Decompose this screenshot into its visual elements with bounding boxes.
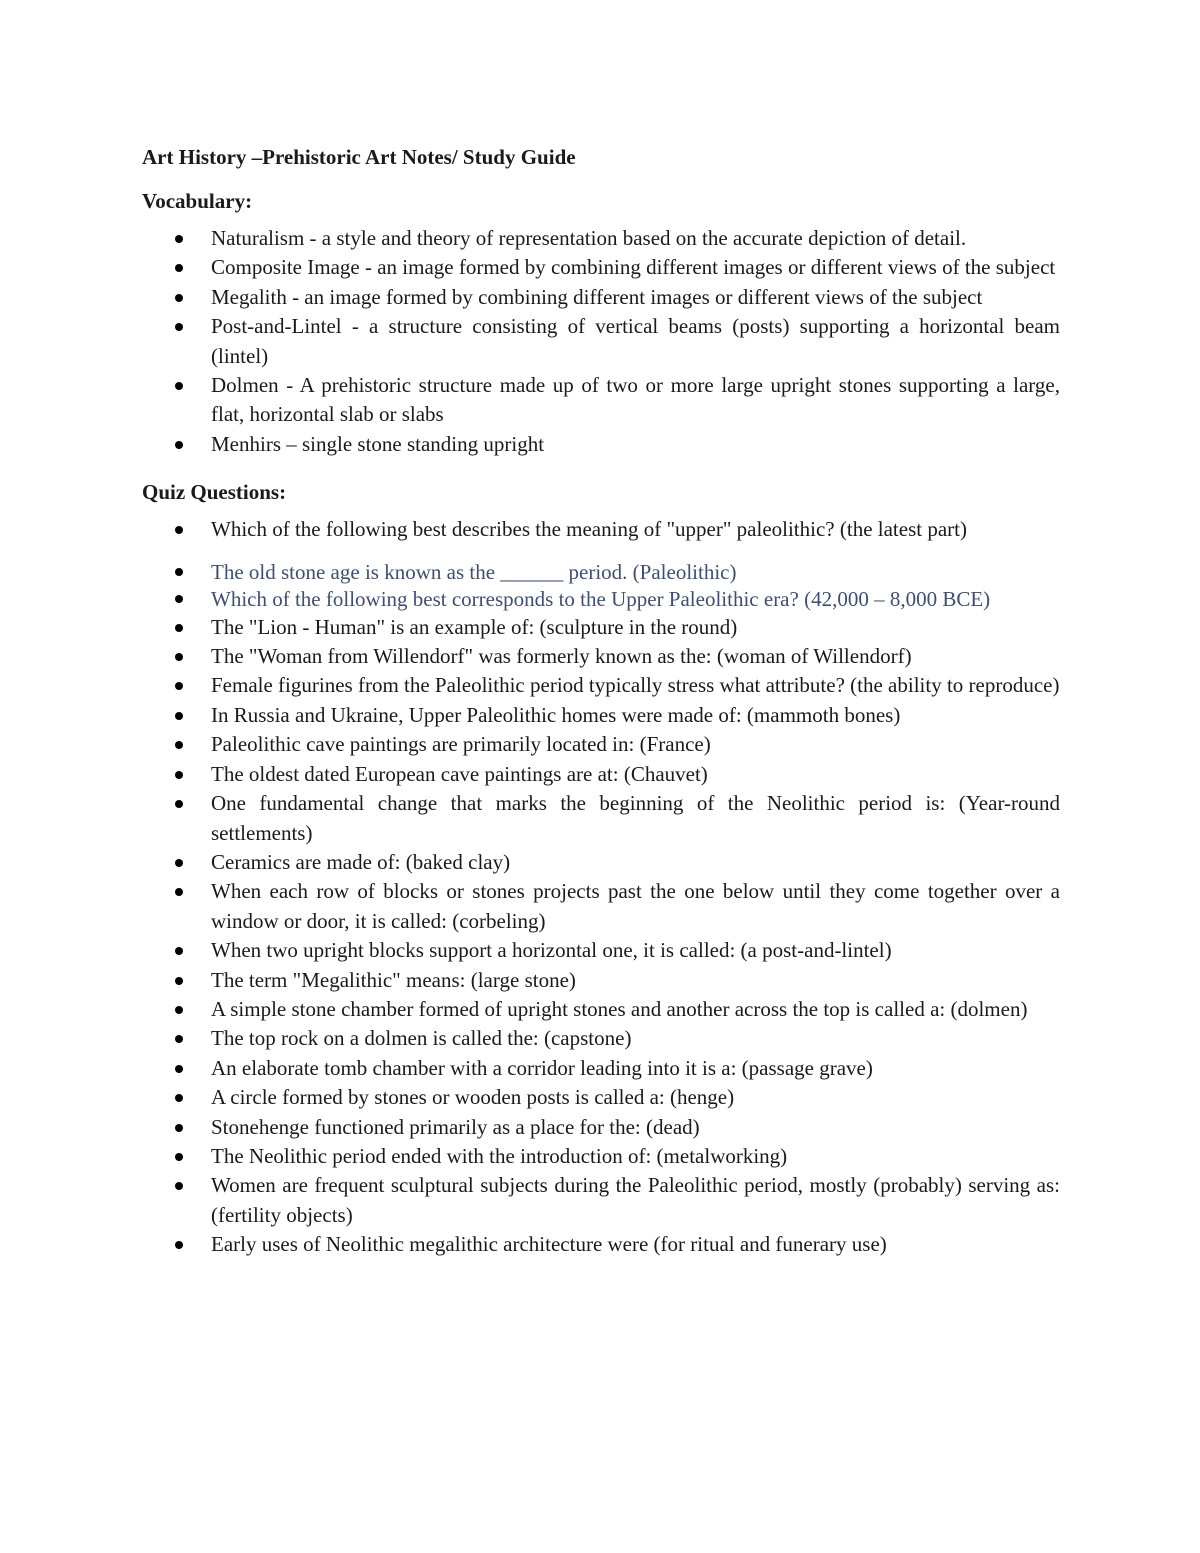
quiz-item xyxy=(142,559,1060,586)
bullet-icon xyxy=(175,741,183,749)
quiz-item xyxy=(142,1083,1060,1112)
quiz-item xyxy=(142,701,1060,730)
quiz-item-text: When each row of blocks or stones projects past the one below until they come together over a window or door, it is called: (corbeling) xyxy=(211,879,1060,933)
quiz-item xyxy=(142,966,1060,995)
bullet-icon xyxy=(175,595,183,603)
quiz-item-text: Women are frequent sculptural subjects during the Paleolithic period, mostly (probably) serving as: (fertility objects) xyxy=(211,1173,1060,1227)
bullet-icon xyxy=(175,888,183,896)
vocabulary-item-text: Post-and-Lintel - a structure consisting of vertical beams (posts) supporting a horizontal beam (lintel) xyxy=(211,314,1060,368)
quiz-item xyxy=(142,936,1060,965)
quiz-item-text: Which of the following best corresponds to the Upper Paleolithic era? (42,000 – 8,000 BCE) xyxy=(211,586,991,611)
quiz-item-text: The top rock on a dolmen is called the: (capstone) xyxy=(211,1026,632,1051)
bullet-icon xyxy=(175,1065,183,1073)
bullet-icon xyxy=(175,771,183,779)
vocabulary-item xyxy=(142,224,1060,253)
quiz-item-text: One fundamental change that marks the beginning of the Neolithic period is: (Year-round settlements) xyxy=(211,791,1060,845)
quiz-item xyxy=(142,995,1060,1024)
bullet-icon xyxy=(175,1035,183,1043)
quiz-item-text: The Neolithic period ended with the introduction of: (metalworking) xyxy=(211,1143,788,1168)
quiz-item-text: In Russia and Ukraine, Upper Paleolithic homes were made of: (mammoth bones) xyxy=(211,702,901,727)
vocabulary-item-text: Naturalism - a style and theory of representation based on the accurate depiction of detail. xyxy=(211,226,967,250)
bullet-icon xyxy=(175,800,183,808)
bullet-icon xyxy=(175,1153,183,1161)
quiz-item-text: Which of the following best describes the meaning of "upper" paleolithic? (the latest part) xyxy=(211,517,967,542)
bullet-icon xyxy=(175,624,183,632)
bullet-icon xyxy=(175,1182,183,1190)
quiz-item xyxy=(142,1024,1060,1053)
quiz-item-text: The "Lion - Human" is an example of: (sculpture in the round) xyxy=(211,614,738,639)
vocabulary-item-text: Dolmen - A prehistoric structure made up of two or more large upright stones supporting a large, flat, horizontal slab or slabs xyxy=(211,373,1060,427)
quiz-item xyxy=(142,1113,1060,1142)
quiz-item xyxy=(142,877,1060,936)
quiz-item xyxy=(142,1171,1060,1230)
quiz-item xyxy=(142,789,1060,848)
bullet-icon xyxy=(175,323,183,331)
quiz-item xyxy=(142,642,1060,671)
vocabulary-item xyxy=(142,283,1060,312)
bullet-icon xyxy=(175,441,183,449)
bullet-icon xyxy=(175,568,183,576)
quiz-item xyxy=(142,1054,1060,1083)
quiz-item-text: When two upright blocks support a horizontal one, it is called: (a post-and-lintel) xyxy=(211,938,892,963)
quiz-item-text: An elaborate tomb chamber with a corridor leading into it is a: (passage grave) xyxy=(211,1055,873,1080)
quiz-item-text: Female figurines from the Paleolithic period typically stress what attribute? (the ability to reproduce) xyxy=(211,673,1060,698)
vocabulary-item-text: Menhirs – single stone standing upright xyxy=(211,431,545,456)
vocabulary-item xyxy=(142,312,1060,371)
quiz-item xyxy=(142,515,1060,544)
bullet-icon xyxy=(175,1006,183,1014)
vocabulary-heading: Vocabulary: xyxy=(142,189,253,213)
quiz-item-text: Early uses of Neolithic megalithic architecture were (for ritual and funerary use) xyxy=(211,1232,887,1257)
quiz-item xyxy=(142,1142,1060,1171)
quiz-item xyxy=(142,760,1060,789)
bullet-icon xyxy=(175,859,183,867)
bullet-icon xyxy=(175,947,183,955)
quiz-item-text: The term "Megalithic" means: (large stone) xyxy=(211,967,576,992)
quiz-list xyxy=(142,515,1060,1259)
quiz-item xyxy=(142,730,1060,759)
vocabulary-item-text: Megalith - an image formed by combining different images or different views of the subject xyxy=(211,284,983,309)
vocabulary-list xyxy=(142,224,1060,459)
document-title: Art History –Prehistoric Art Notes/ Study Guide xyxy=(142,145,576,169)
quiz-heading: Quiz Questions: xyxy=(142,480,287,505)
vocabulary-item xyxy=(142,430,1060,459)
bullet-icon xyxy=(175,1241,183,1249)
bullet-icon xyxy=(175,682,183,690)
bullet-icon xyxy=(175,382,183,390)
bullet-icon xyxy=(175,526,183,534)
bullet-icon xyxy=(175,294,183,302)
quiz-item-text: A simple stone chamber formed of upright stones and another across the top is called a: (dolmen) xyxy=(211,996,1028,1021)
vocabulary-item-text: Composite Image - an image formed by combining different images or different views of the subject xyxy=(211,255,1056,280)
bullet-icon xyxy=(175,1094,183,1102)
bullet-icon xyxy=(175,235,183,243)
quiz-item xyxy=(142,1230,1060,1259)
quiz-item-text: Paleolithic cave paintings are primarily located in: (France) xyxy=(211,732,711,757)
vocabulary-item xyxy=(142,371,1060,430)
quiz-item-text: Stonehenge functioned primarily as a place for the: (dead) xyxy=(211,1114,700,1139)
quiz-item-text: The oldest dated European cave paintings are at: (Chauvet) xyxy=(211,761,708,786)
bullet-icon xyxy=(175,977,183,985)
bullet-icon xyxy=(175,1124,183,1132)
quiz-item xyxy=(142,671,1060,700)
bullet-icon xyxy=(175,712,183,720)
vocabulary-item xyxy=(142,253,1060,282)
quiz-item-text: Ceramics are made of: (baked clay) xyxy=(211,849,511,874)
quiz-item xyxy=(142,613,1060,642)
document-page xyxy=(142,140,1060,1260)
quiz-item-text: The "Woman from Willendorf" was formerly known as the: (woman of Willendorf) xyxy=(211,644,912,669)
quiz-item-text: A circle formed by stones or wooden posts is called a: (henge) xyxy=(211,1085,735,1110)
quiz-item-text: The old stone age is known as the ______ period. (Paleolithic) xyxy=(211,559,737,584)
bullet-icon xyxy=(175,653,183,661)
quiz-item xyxy=(142,848,1060,877)
bullet-icon xyxy=(175,264,183,272)
quiz-item xyxy=(142,586,1060,613)
